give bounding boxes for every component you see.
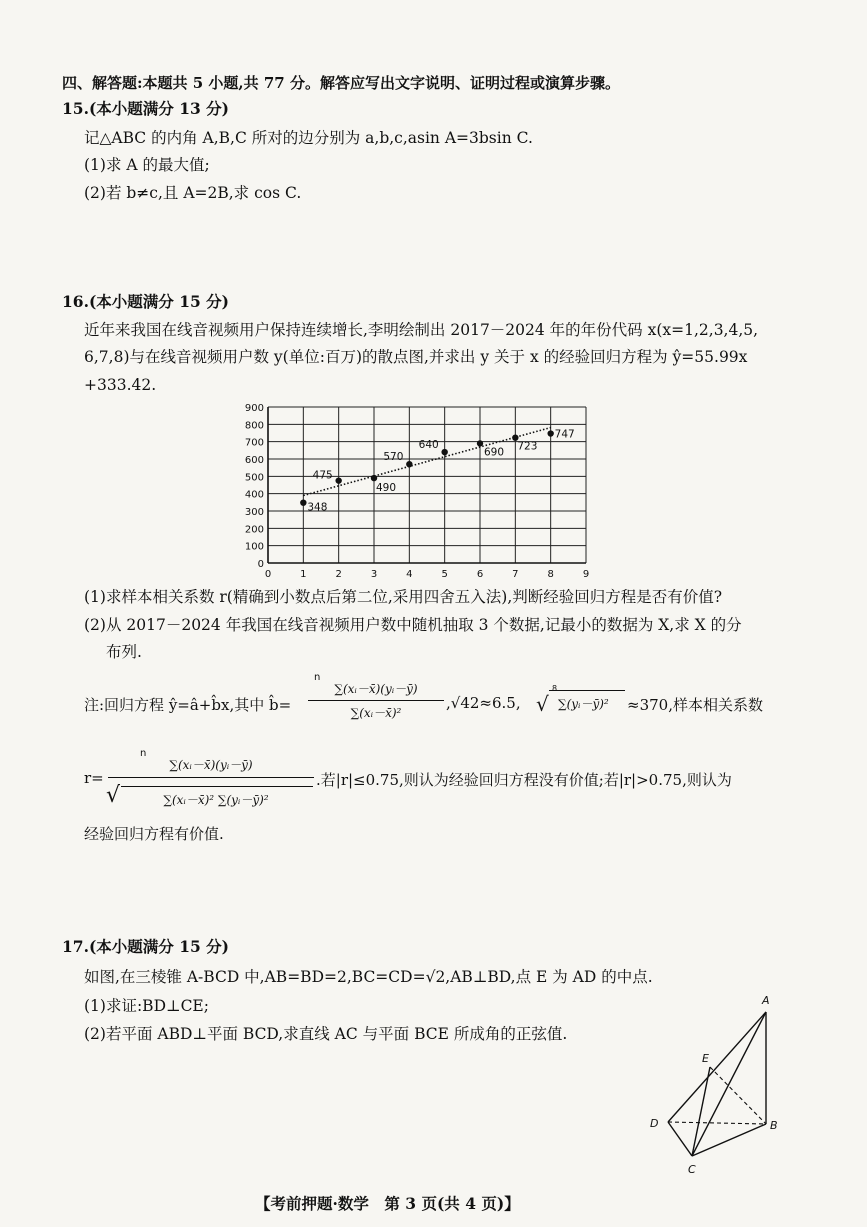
note1-prefix: 注:回归方程 ŷ=â+b̂x,其中 b̂=	[84, 696, 292, 714]
page-footer: 【考前押题·数学 第 3 页(共 4 页)】	[255, 1194, 520, 1213]
label-A: A	[762, 994, 770, 1007]
note1-sqrt-sum-top: 8	[552, 684, 558, 693]
y-tick-label: 200	[244, 524, 264, 536]
y-tick-label: 0	[257, 559, 264, 570]
q16-line3: +333.42.	[84, 376, 157, 394]
data-point	[300, 499, 306, 505]
note2-sqrt-bar	[121, 786, 313, 787]
note3: 经验回归方程有价值.	[84, 825, 224, 843]
tetrahedron-diagram	[640, 990, 790, 1185]
note1-sum-top: n	[314, 672, 321, 683]
q16-part1: (1)求样本相关系数 r(精确到小数点后第二位,采用四舍五入法),判断经验回归方程是否有价值?	[84, 588, 723, 606]
x-tick-label: 3	[370, 569, 378, 580]
q15-part2: (2)若 b≠c,且 A=2B,求 cos C.	[84, 184, 302, 202]
label-C: C	[688, 1163, 696, 1176]
q15-part1: (1)求 A 的最大值;	[84, 156, 210, 174]
x-tick-label: 7	[512, 569, 519, 580]
x-tick-label: 1	[300, 569, 307, 580]
q15-title: 15.(本小题满分 13 分)	[62, 99, 229, 118]
y-tick-label: 900	[244, 403, 264, 414]
q17-part2: (2)若平面 ABD⊥平面 BCD,求直线 AC 与平面 BCE 所成角的正弦值.	[84, 1025, 568, 1043]
q16-line2: 6,7,8)与在线音视频用户数 y(单位:百万)的散点图,并求出 y 关于 x 的经验回归方程为 ŷ=55.99x	[84, 348, 748, 366]
x-tick-label: 4	[406, 569, 413, 580]
y-tick-label: 600	[244, 455, 264, 466]
q16-part2a: (2)从 2017－2024 年我国在线音视频用户数中随机抽取 3 个数据,记最小的数据为 X,求 X 的分	[84, 616, 742, 634]
note2-numerator: ∑(xᵢ－x̄)(yᵢ－ȳ)	[169, 758, 253, 772]
q17-title: 17.(本小题满分 15 分)	[62, 937, 229, 956]
data-label: 348	[307, 501, 328, 514]
y-tick-label: 800	[244, 420, 264, 432]
q16-title: 16.(本小题满分 15 分)	[62, 292, 229, 311]
edge-BC	[692, 1124, 766, 1156]
data-point	[477, 440, 483, 446]
q17-part1: (1)求证:BD⊥CE;	[84, 997, 209, 1015]
data-point	[441, 449, 447, 455]
edge-AC	[692, 1012, 766, 1156]
note2-sum-top: n	[140, 748, 147, 759]
q15-stem: 记△ABC 的内角 A,B,C 所对的边分别为 a,b,c,asin A=3bsin C.	[84, 129, 533, 147]
x-tick-label: 0	[264, 569, 272, 580]
note2-sqrt-symbol: √	[106, 783, 121, 808]
note2-fraction-bar	[108, 777, 314, 778]
data-point	[406, 461, 412, 467]
data-point	[547, 430, 553, 436]
data-point	[371, 475, 377, 481]
q16-part2b: 布列.	[106, 643, 142, 661]
y-tick-label: 400	[244, 489, 264, 501]
x-tick-label: 6	[476, 569, 484, 580]
note1-numerator: ∑(xᵢ－x̄)(yᵢ－ȳ)	[334, 682, 418, 696]
note1-fraction-bar	[308, 700, 444, 701]
data-label: 570	[383, 451, 404, 464]
note1-mid: ,√42≈6.5,	[446, 694, 521, 712]
y-tick-label: 500	[244, 472, 264, 484]
data-point	[335, 477, 341, 483]
x-tick-label: 2	[335, 569, 342, 580]
data-label: 723	[517, 440, 538, 453]
data-label: 475	[312, 469, 333, 482]
note1-denominator: ∑(xᵢ－x̄)²	[350, 706, 402, 720]
note1-suffix: ≈370,样本相关系数	[627, 696, 763, 714]
note2-suffix: .若|r|≤0.75,则认为经验回归方程没有价值;若|r|>0.75,则认为	[316, 771, 732, 789]
sqrt-symbol: √	[536, 692, 549, 716]
label-D: D	[650, 1117, 659, 1130]
label-E: E	[702, 1052, 709, 1065]
y-tick-label: 100	[244, 541, 264, 553]
data-label: 640	[418, 439, 439, 452]
x-tick-label: 8	[547, 569, 554, 580]
x-tick-label: 5	[441, 569, 448, 580]
data-label: 690	[484, 446, 505, 459]
y-tick-label: 700	[244, 437, 264, 449]
section-header: 四、解答题:本题共 5 小题,共 77 分。解答应写出文字说明、证明过程或演算步骤。	[62, 74, 620, 92]
sqrt-bar	[549, 690, 625, 691]
edge-DB-hidden	[668, 1122, 766, 1124]
label-B: B	[770, 1119, 778, 1132]
edge-EB-hidden	[710, 1067, 766, 1124]
edge-AD	[668, 1012, 766, 1122]
x-tick-label: 9	[582, 569, 590, 580]
edge-DC	[668, 1122, 692, 1156]
y-tick-label: 300	[244, 507, 264, 518]
q17-stem: 如图,在三棱锥 A-BCD 中,AB=BD=2,BC=CD=√2,AB⊥BD,点 E 为 AD 的中点.	[84, 968, 653, 986]
data-label: 747	[554, 428, 575, 441]
note2-denominator: ∑(xᵢ－x̄)² ∑(yᵢ－ȳ)²	[163, 793, 269, 807]
data-label: 490	[376, 482, 397, 495]
scatter-chart	[232, 397, 602, 587]
edge-EC	[692, 1067, 710, 1156]
note1-sqrt-content: ∑(yᵢ－ȳ)²	[558, 697, 609, 711]
q16-line1: 近年来我国在线音视频用户保持连续增长,李明绘制出 2017－2024 年的年份代码 x(x=1,2,3,4,5,	[84, 321, 759, 339]
note2-prefix: r=	[84, 769, 104, 787]
